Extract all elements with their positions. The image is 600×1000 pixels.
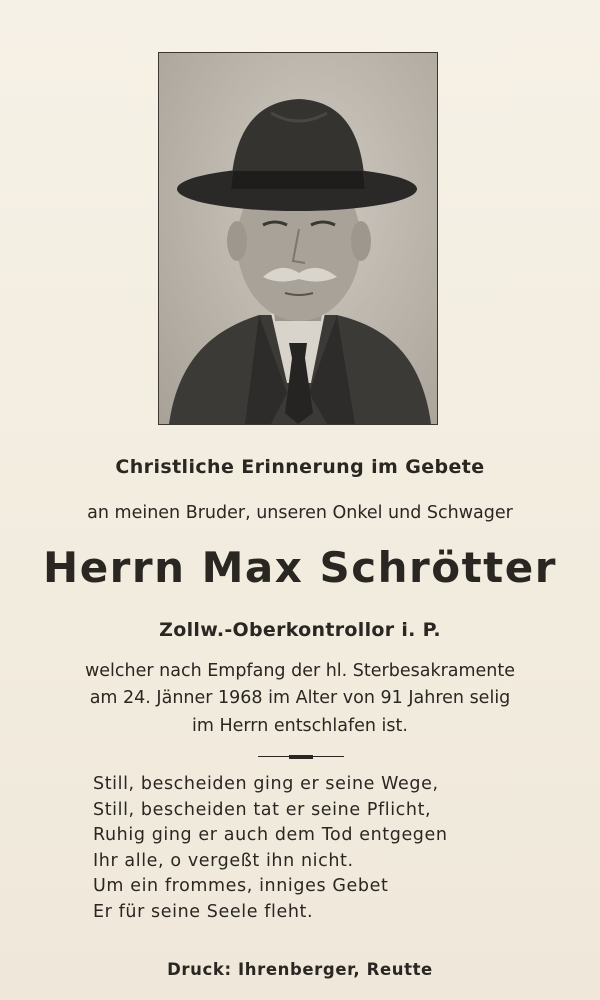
deceased-name: Herrn Max Schrötter — [43, 543, 557, 592]
printer-credit: Druck: Ihrenberger, Reutte — [167, 960, 433, 979]
memorial-poem — [93, 772, 448, 925]
poem-line: Ihr alle, o vergeßt ihn nicht. — [93, 850, 354, 871]
poem-line: Er für seine Seele fleht. — [93, 901, 314, 922]
ornament-divider — [258, 755, 344, 759]
portrait-photo — [158, 52, 438, 425]
poem-line: Um ein frommes, inniges Gebet — [93, 876, 389, 896]
memorial-heading: Christliche Erinnerung im Gebete — [115, 456, 485, 478]
poem-line: Still, bescheiden ging er seine Wege, — [93, 774, 439, 794]
poem-line: Ruhig ging er auch dem Tod entgegen — [93, 825, 448, 845]
divider-block — [289, 755, 313, 759]
deceased-title: Zollw.-Oberkontrollor i. P. — [159, 619, 441, 641]
death-notice-line: am 24. Jänner 1968 im Alter von 91 Jahren selig — [89, 688, 511, 708]
dedication-line: an meinen Bruder, unseren Onkel und Schwager — [87, 503, 513, 523]
death-notice-line: im Herrn entschlafen ist. — [192, 716, 408, 736]
poem-line: Still, bescheiden tat er seine Pflicht, — [93, 799, 432, 820]
death-notice-line: welcher nach Empfang der hl. Sterbesakramente — [84, 661, 516, 681]
